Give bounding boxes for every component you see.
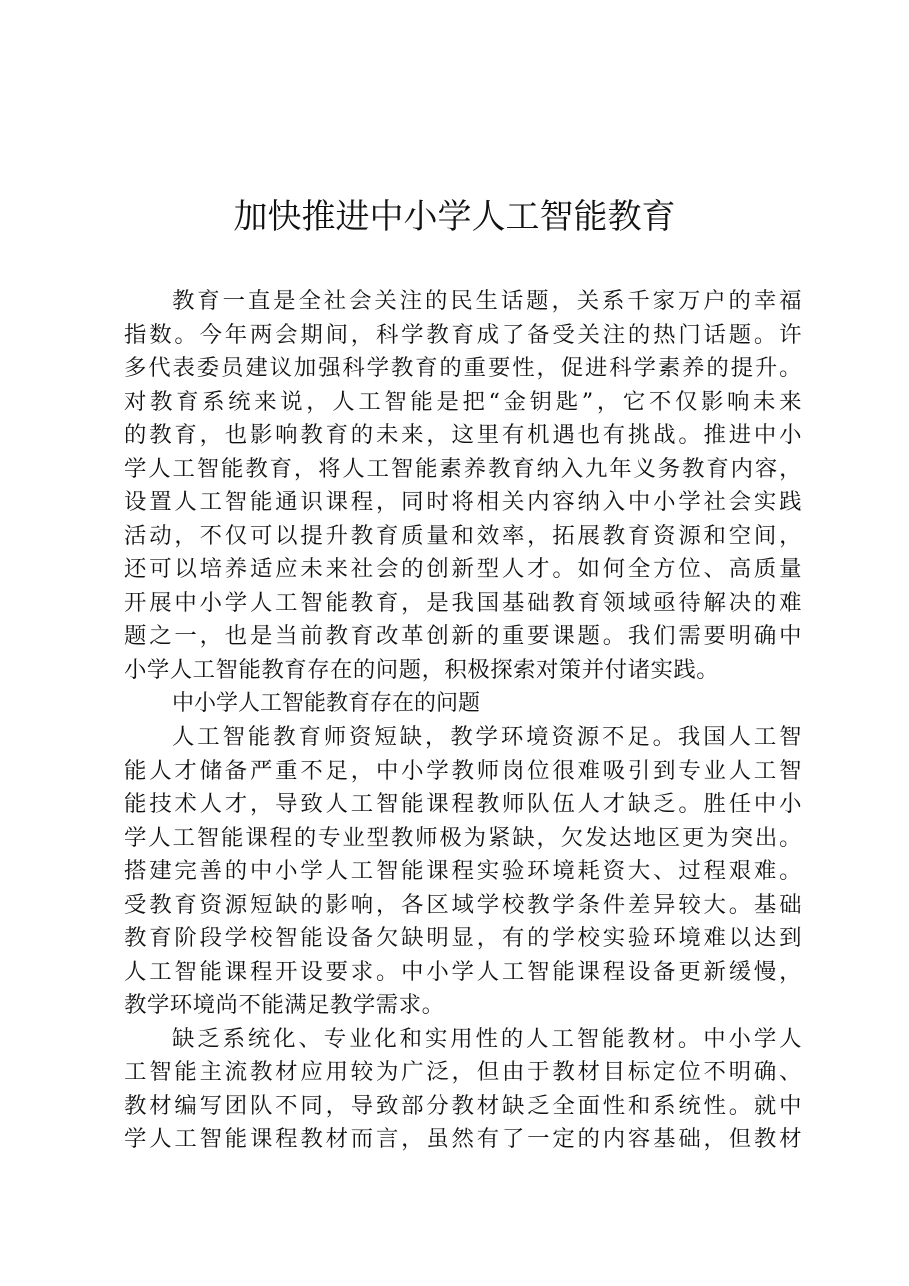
paragraph-line: 人工智能课程开设要求。中小学人工智能课程设备更新缓慢， (124, 958, 802, 985)
paragraph-line: 受教育资源短缺的影响，各区域学校教学条件差异较大。基础 (124, 891, 802, 918)
section-heading: 中小学人工智能教育存在的问题 (172, 691, 481, 716)
paragraph-line: 人工智能教育师资短缺，教学环境资源不足。我国人工智 (172, 724, 802, 750)
paragraph-line: 还可以培养适应未来社会的创新型人才。如何全方位、高质量 (124, 556, 802, 582)
paragraph-line: 学人工智能教育，将人工智能素养教育纳入九年义务教育内容， (124, 455, 802, 482)
paragraph-line: 对教育系统来说，人工智能是把“金钥匙”，它不仅影响未来 (124, 388, 802, 415)
paragraph-line: 搭建完善的中小学人工智能课程实验环境耗资大、过程艰难。 (124, 858, 802, 884)
paragraph-line: 的教育，也影响教育的未来，这里有机遇也有挑战。推进中小 (124, 422, 802, 448)
paragraph-line: 学人工智能课程教材而言，虽然有了一定的内容基础，但教材 (124, 1126, 802, 1152)
paragraph-line: 学人工智能课程的专业型教师极为紧缺，欠发达地区更为突出。 (124, 824, 802, 851)
paragraph-line: 教材编写团队不同，导致部分教材缺乏全面性和系统性。就中 (124, 1092, 802, 1119)
paragraph-line: 能人才储备严重不足，中小学教师岗位很难吸引到专业人工智 (124, 757, 802, 784)
paragraph-line: 题之一，也是当前教育改革创新的重要课题。我们需要明确中 (124, 623, 802, 649)
paragraph-line: 指数。今年两会期间，科学教育成了备受关注的热门话题。许 (124, 321, 802, 348)
paragraph-line: 开展中小学人工智能教育，是我国基础教育领域亟待解决的难 (124, 589, 802, 616)
paragraph-line: 能技术人才，导致人工智能课程教师队伍人才缺乏。胜任中小 (124, 791, 802, 817)
paragraph-line: 小学人工智能教育存在的问题，积极探索对策并付诸实践。 (124, 656, 720, 683)
paragraph-line: 缺乏系统化、专业化和实用性的人工智能教材。中小学人 (172, 1025, 802, 1052)
paragraph-line: 活动，不仅可以提升教育质量和效率，拓展教育资源和空间， (124, 522, 802, 549)
document-title: 加快推进中小学人工智能教育 (233, 197, 676, 237)
document-body (124, 285, 802, 1157)
paragraph-line: 多代表委员建议加强科学教育的重要性，促进科学素养的提升。 (124, 355, 802, 381)
paragraph-line: 设置人工智能通识课程，同时将相关内容纳入中小学社会实践 (124, 489, 802, 515)
paragraph-line: 教育阶段学校智能设备欠缺明显，有的学校实验环境难以达到 (124, 925, 802, 951)
paragraph-line: 教学环境尚不能满足教学需求。 (124, 992, 445, 1018)
paragraph-line: 教育一直是全社会关注的民生话题，关系千家万户的幸福 (172, 288, 802, 314)
paragraph-line: 工智能主流教材应用较为广泛，但由于教材目标定位不明确、 (124, 1059, 802, 1085)
